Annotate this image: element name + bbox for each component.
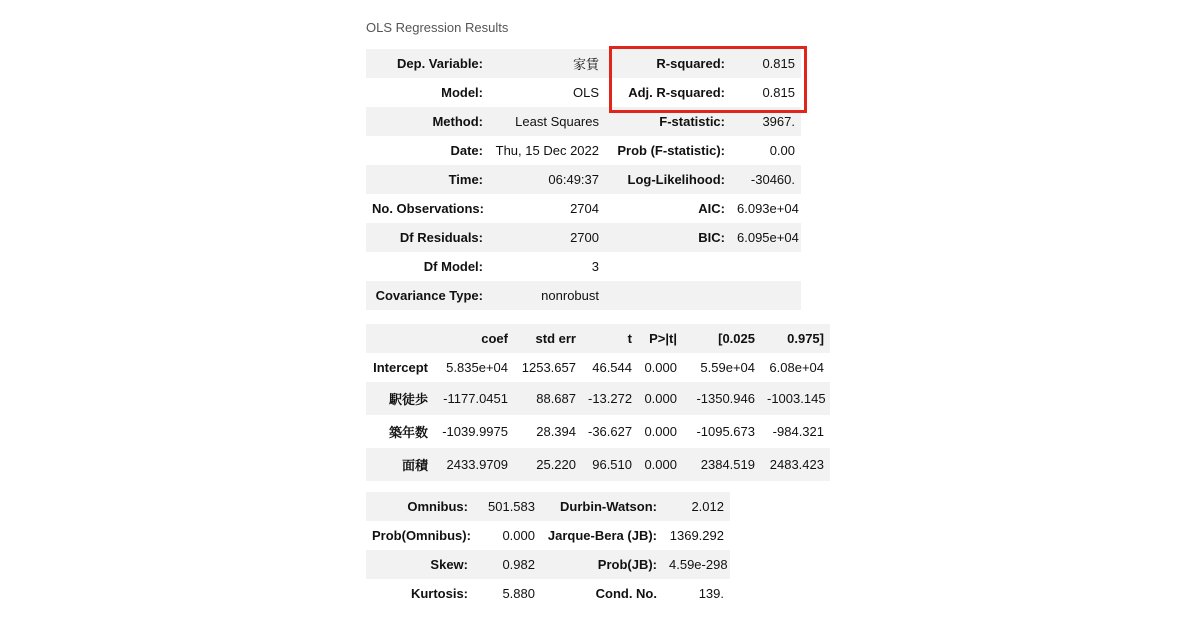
coef-variable-name: 駅徒歩 [388, 392, 428, 407]
summary-row [366, 165, 801, 194]
coef-variable-name: 面積 [401, 458, 428, 473]
summary-value [731, 281, 801, 310]
diagnostics-value: 0.000 [502, 528, 535, 543]
coef-column-header: std err [535, 331, 576, 346]
summary-label: F-statistic: [659, 114, 725, 129]
diagnostics-label: Prob(Omnibus): [372, 528, 471, 543]
coef-value: 2384.519 [700, 457, 755, 472]
diagnostics-label: Jarque-Bera (JB): [547, 528, 657, 543]
coef-value: 2483.423 [769, 457, 824, 472]
summary-row [366, 78, 801, 107]
summary-label: Model: [441, 85, 483, 100]
summary-label: Adj. R-squared: [628, 85, 725, 100]
summary-row [366, 194, 801, 223]
coef-value: 0.000 [644, 360, 677, 375]
summary-value: 3 [591, 259, 599, 274]
summary-row [366, 223, 801, 252]
summary-label: BIC: [698, 230, 725, 245]
summary-row [366, 252, 801, 281]
diagnostics-label: Cond. No. [595, 586, 657, 601]
diagnostics-label: Prob(JB): [597, 557, 657, 572]
coef-value: -1350.946 [696, 391, 755, 406]
coef-value: 5.59e+04 [700, 360, 755, 375]
summary-value: 6.095e+04 [737, 230, 799, 245]
coef-value: 0.000 [644, 457, 677, 472]
diagnostics-value: 1369.292 [669, 528, 724, 543]
diagnostics-row [366, 550, 730, 579]
coef-value: 1253.657 [521, 360, 576, 375]
summary-value: 0.815 [762, 85, 795, 100]
diagnostics-label: Skew: [430, 557, 468, 572]
summary-value: OLS [572, 85, 599, 100]
coef-value: -1177.0451 [443, 391, 508, 406]
coef-value: 96.510 [592, 457, 632, 472]
coef-variable-name: Intercept [373, 360, 428, 375]
summary-value: 2704 [570, 201, 599, 216]
coef-column-header: t [627, 331, 632, 346]
summary-value: Thu, 15 Dec 2022 [495, 143, 599, 158]
coef-column-header: coef [481, 331, 508, 346]
coef-value: 25.220 [536, 457, 576, 472]
coef-row [366, 353, 830, 382]
diagnostics-value: 139. [698, 586, 724, 601]
summary-value: 6.093e+04 [737, 201, 799, 216]
diagnostics-row [366, 521, 730, 550]
coef-value: 6.08e+04 [769, 360, 824, 375]
coef-value: -36.627 [588, 424, 633, 439]
summary-label: Time: [448, 172, 483, 187]
coef-column-header: 0.975] [787, 331, 824, 346]
coef-column-header [366, 324, 434, 353]
summary-value: 家賃 [572, 57, 599, 72]
coef-row [366, 448, 830, 481]
diagnostics-value: 0.982 [502, 557, 535, 572]
summary-label: Method: [432, 114, 483, 129]
diagnostics-value: 4.59e-298 [669, 557, 728, 572]
summary-row [366, 107, 801, 136]
summary-label: R-squared: [656, 56, 725, 71]
coef-value: 5.835e+04 [446, 360, 508, 375]
coef-header-row [366, 324, 830, 353]
coef-value: -984.321 [772, 424, 824, 439]
summary-label [605, 281, 731, 310]
coef-column-header: [0.025 [718, 331, 755, 346]
coef-value: -1039.9975 [442, 424, 508, 439]
coef-value: 0.000 [644, 424, 677, 439]
coef-value: -1003.145 [767, 391, 826, 406]
summary-label: Df Model: [423, 259, 483, 274]
diagnostics-value: 2.012 [691, 499, 724, 514]
diagnostics-label: Kurtosis: [410, 586, 468, 601]
coef-value: 28.394 [536, 424, 576, 439]
diagnostics-row [366, 579, 730, 608]
summary-value: 0.00 [769, 143, 795, 158]
coef-variable-name: 築年数 [388, 425, 428, 440]
diagnostics-value: 501.583 [488, 499, 535, 514]
summary-value: nonrobust [541, 288, 599, 303]
table-caption: OLS Regression Results [366, 20, 509, 35]
summary-label: Prob (F-statistic): [617, 143, 725, 158]
model-summary-table [366, 49, 801, 310]
diagnostics-label: Omnibus: [407, 499, 468, 514]
summary-label: AIC: [698, 201, 725, 216]
diagnostics-row [366, 492, 730, 521]
summary-value: -30460. [750, 172, 795, 187]
coef-row [366, 382, 830, 415]
diagnostics-label: Durbin-Watson: [560, 499, 657, 514]
summary-label: Df Residuals: [399, 230, 483, 245]
diagnostics-table [366, 492, 730, 608]
coef-column-header: P>|t| [649, 331, 677, 346]
summary-row [366, 281, 801, 310]
coef-value: -1095.673 [696, 424, 755, 439]
coef-value: 46.544 [592, 360, 632, 375]
coef-row [366, 415, 830, 448]
summary-value: 0.815 [762, 56, 795, 71]
summary-label: Covariance Type: [375, 288, 483, 303]
summary-row [366, 136, 801, 165]
coef-value: 2433.9709 [446, 457, 508, 472]
summary-label: No. Observations: [372, 201, 484, 216]
coef-value: -13.272 [588, 391, 633, 406]
diagnostics-value: 5.880 [502, 586, 535, 601]
summary-label: Log-Likelihood: [627, 172, 725, 187]
coef-value: 88.687 [536, 391, 576, 406]
summary-label: Date: [450, 143, 483, 158]
coef-value: 0.000 [644, 391, 677, 406]
summary-value [731, 252, 801, 281]
summary-label [605, 252, 731, 281]
coefficients-table [366, 324, 830, 481]
summary-value: 06:49:37 [548, 172, 599, 187]
summary-label: Dep. Variable: [397, 56, 483, 71]
summary-value: Least Squares [515, 114, 599, 129]
summary-value: 2700 [570, 230, 599, 245]
summary-value: 3967. [762, 114, 795, 129]
summary-row [366, 49, 801, 78]
